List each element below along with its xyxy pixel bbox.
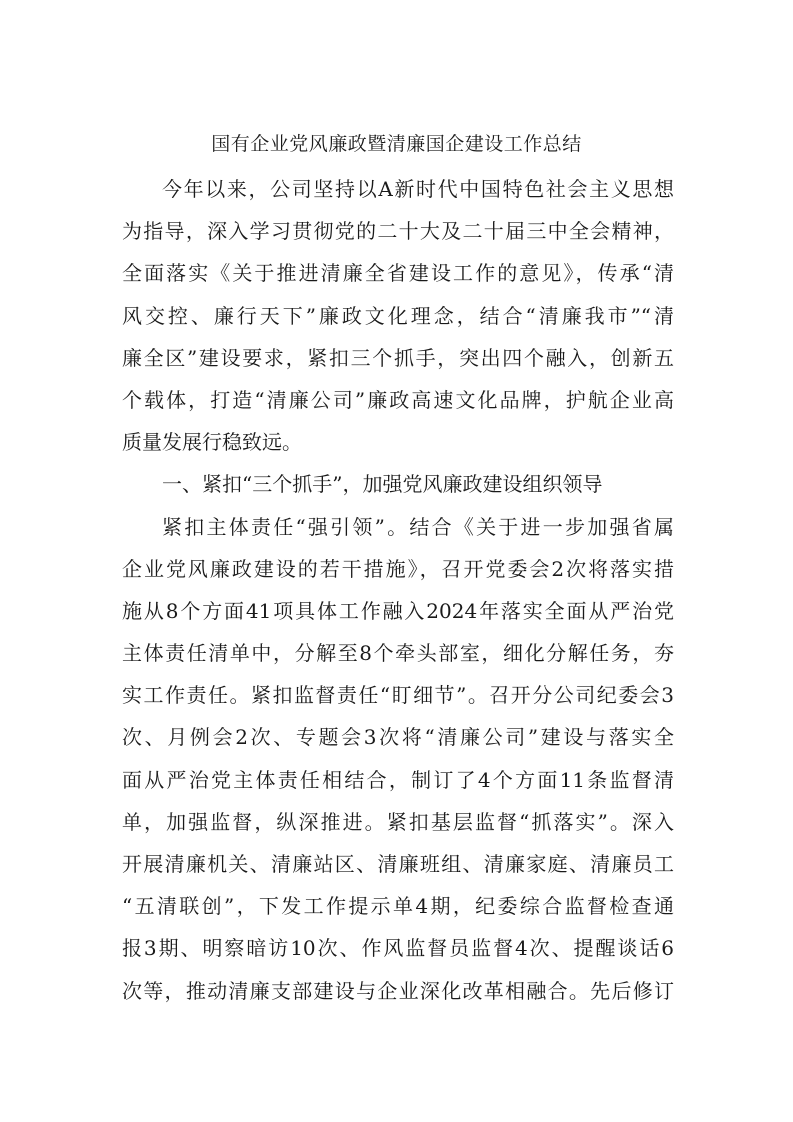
body-line: 紧扣主体责任“强引领”。结合《关于进一步加强省属 (162, 514, 674, 539)
body-line: 企业党风廉政建设的若干措施》，召开党委会2次将落实措 (122, 556, 674, 581)
body-line: 为指导，深入学习贯彻党的二十大及二十届三中全会精神， (122, 219, 674, 244)
body-line: 次等，推动清廉支部建设与企业深化改革相融合。先后修订 (122, 978, 674, 1003)
body-line: 开展清廉机关、清廉站区、清廉班组、清廉家庭、清廉员工 (122, 852, 674, 876)
body-line: “五清联创”，下发工作提示单4期，纪委综合监督检查通 (122, 894, 674, 919)
body-line: 质量发展行稳致远。 (122, 430, 302, 455)
body-line: 主体责任清单中，分解至8个牵头部室，细化分解任务，夯 (122, 641, 674, 666)
document-title: 国有企业党风廉政暨清廉国企建设工作总结 (211, 133, 582, 155)
body-line: 今年以来，公司坚持以A新时代中国特色社会主义思想 (162, 177, 674, 201)
body-line: 个载体，打造“清廉公司”廉政高速文化品牌，护航企业高 (122, 387, 674, 412)
body-line: 一、紧扣“三个抓手”，加强党风廉政建设组织领导 (162, 472, 603, 497)
body-line: 廉全区”建设要求，紧扣三个抓手，突出四个融入，创新五 (122, 345, 674, 370)
body-line: 实工作责任。紧扣监督责任“盯细节”。召开分公司纪委会3 (122, 683, 674, 708)
body-line: 报3期、明察暗访10次、作风监督员监督4次、提醒谈话6 (122, 936, 674, 961)
body-line: 风交控、廉行天下”廉政文化理念，结合“清廉我市”“清 (122, 303, 674, 328)
body-line: 全面落实《关于推进清廉全省建设工作的意见》，传承“清 (122, 261, 674, 286)
body-line: 施从8个方面41项具体工作融入2024年落实全面从严治党 (122, 598, 674, 623)
body-line: 次、月例会2次、专题会3次将“清廉公司”建设与落实全 (122, 725, 674, 750)
body-line: 单，加强监督，纵深推进。紧扣基层监督“抓落实”。深入 (122, 809, 674, 834)
body-line: 面从严治党主体责任相结合，制订了4个方面11条监督清 (122, 767, 674, 792)
document-body (122, 168, 674, 1012)
